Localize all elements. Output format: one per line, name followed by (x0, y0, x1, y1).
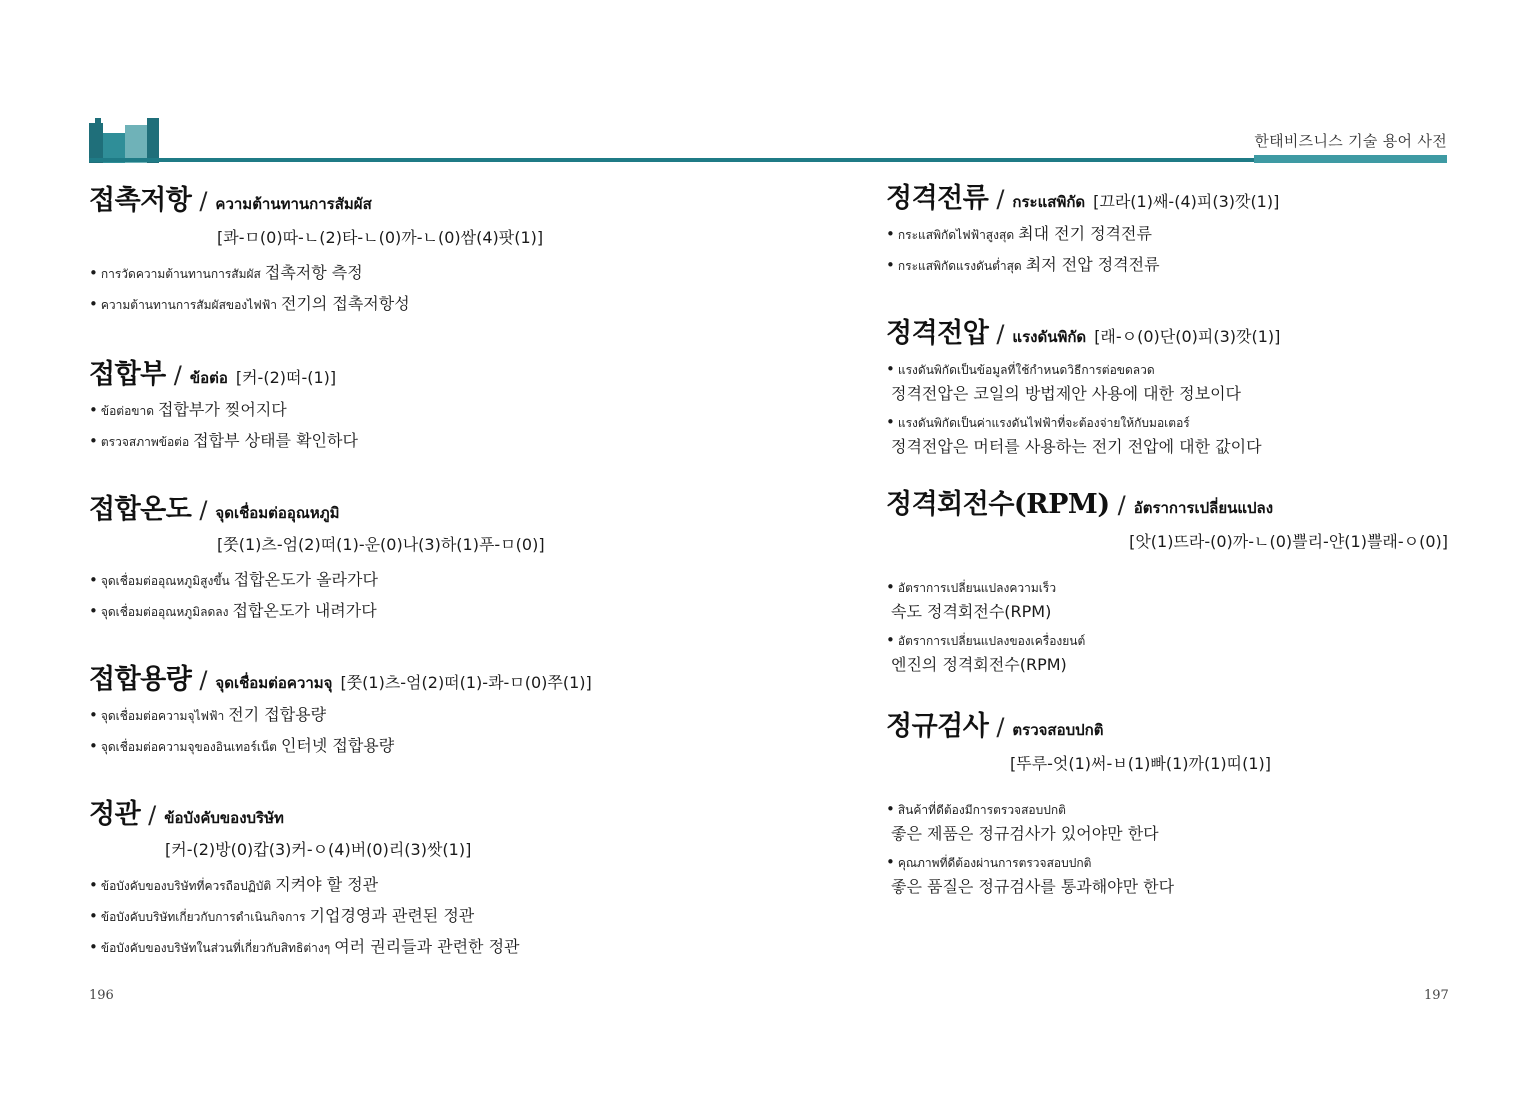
entry (89, 178, 749, 316)
pronunciation: [앗(1)뜨라-(0)까-ㄴ(0)쁠리-얀(1)쁠래-ㅇ(0)] (1129, 532, 1448, 551)
separator: / (199, 187, 208, 215)
pronunciation: [뚜루-엇(1)써-ㅂ(1)빠(1)까(1)띠(1)] (1010, 754, 1271, 773)
thai-translation: จุดเชื่อมต่ออุณหภูมิ (215, 504, 340, 522)
separator: / (996, 713, 1005, 741)
book-title: 한태비즈니스 기술 용어 사전 (1254, 132, 1447, 150)
example-item: • ข้อต่อขาด 접합부가 찢어지다 (89, 400, 287, 419)
term: 정관 (89, 799, 141, 830)
header-rule (89, 158, 1447, 162)
example-item: • กระแสพิกัดแรงดันต่ำสุด 최저 전압 정격전류 (886, 255, 1160, 274)
term: 접합온도 (89, 494, 192, 525)
separator: / (199, 496, 208, 524)
separator: / (148, 801, 157, 829)
entry (886, 482, 1448, 676)
entry (89, 792, 749, 959)
thai-translation: จุดเชื่อมต่อความจุ (215, 674, 333, 692)
thai-translation: ข้อต่อ (189, 369, 228, 387)
header-rule-accent (1254, 155, 1447, 163)
example-item: • ความต้านทานการสัมผัสของไฟฟ้า 전기의 접촉저항성 (89, 294, 410, 313)
entry (89, 487, 749, 623)
thai-translation: ความต้านทานการสัมผัส (215, 195, 372, 213)
term: 접합부 (89, 359, 166, 390)
example-item: • การวัดความต้านทานการสัมผัส 접촉저항 측정 (89, 263, 363, 282)
thai-translation: ข้อบังคับของบริษัท (164, 809, 284, 827)
term: 접합용량 (89, 664, 192, 695)
example-item: • จุดเชื่อมต่อความจุไฟฟ้า 전기 접합용량 (89, 705, 327, 724)
example-item: • อัตราการเปลี่ยนแปลงความเร็ว 속도 정격회전수(RPM) (886, 578, 1057, 621)
example-item: • จุดเชื่อมต่อความจุของอินเทอร์เน็ต 인터넷 접합용량 (89, 736, 395, 755)
separator: / (199, 666, 208, 694)
thai-translation: อัตราการเปลี่ยนแปลง (1133, 499, 1274, 517)
page-number-left: 196 (89, 988, 114, 1003)
separator: / (996, 320, 1005, 348)
term: 정규검사 (886, 711, 989, 742)
example-item: • คุณภาพที่ดีต้องผ่านการตรวจสอบปกติ 좋은 품질은 정규검사를 통과해야만 한다 (886, 853, 1175, 896)
example-item: • กระแสพิกัดไฟฟ้าสูงสุด 최대 전기 정격전류 (886, 224, 1152, 243)
pronunciation: [콰-ㅁ(0)따-ㄴ(2)타-ㄴ(0)까-ㄴ(0)쌈(4)팟(1)] (217, 228, 544, 247)
pronunciation: [래-ㅇ(0)단(0)피(3)깟(1)] (1094, 327, 1281, 346)
separator: / (173, 361, 182, 389)
left-page (89, 172, 749, 956)
thai-translation: กระแสพิกัด (1012, 193, 1086, 211)
entry (89, 352, 749, 453)
term: 정격회전수(RPM) (886, 489, 1110, 520)
term: 정격전압 (886, 318, 989, 349)
pronunciation: [커-(2)방(0)캅(3)커-ㅇ(4)버(0)리(3)쌋(1)] (165, 840, 472, 859)
term: 접촉저항 (89, 185, 192, 216)
entry (89, 657, 749, 758)
separator: / (1117, 491, 1126, 519)
right-page (886, 172, 1448, 896)
example-item: • จุดเชื่อมต่ออุณหภูมิสูงขึ้น 접합온도가 올라가다 (89, 570, 378, 589)
example-item: • อัตราการเปลี่ยนแปลงของเครื่องยนต์ 엔진의 정격회전수(RPM) (886, 631, 1086, 674)
pronunciation: [쭛(1)츠-엄(2)떠(1)-운(0)나(3)하(1)푸-ㅁ(0)] (217, 535, 545, 554)
thai-translation: แรงดันพิกัด (1012, 328, 1087, 346)
example-item: • จุดเชื่อมต่ออุณหภูมิลดลง 접합온도가 내려가다 (89, 601, 377, 620)
page-number-right: 197 (1424, 988, 1449, 1003)
example-item: • แรงดันพิกัดเป็นค่าแรงดันไฟฟ้าที่จะต้องจ่ายให้กับมอเตอร์ 정격전압은 머터를 사용하는 전기 전압에 대한 값이다 (886, 413, 1262, 456)
separator: / (996, 185, 1005, 213)
example-item: • ข้อบังคับของบริษัทที่ควรถือปฏิบัติ 지켜야 할 정관 (89, 875, 379, 894)
example-item: • สินค้าที่ดีต้องมีการตรวจสอบปกติ 좋은 제품은 정규검사가 있어야만 한다 (886, 800, 1159, 843)
entry (886, 176, 1448, 277)
example-item: • ข้อบังคับของบริษัทในส่วนที่เกี่ยวกับสิทธิต่างๆ 여러 권리들과 관련한 정관 (89, 937, 520, 956)
pronunciation: [쭛(1)츠-엄(2)떠(1)-콰-ㅁ(0)쭈(1)] (340, 673, 592, 692)
example-item: • ข้อบังคับบริษัทเกี่ยวกับการดำเนินกิจการ 기업경영과 관련된 정관 (89, 906, 475, 925)
pronunciation: [끄라(1)쌔-(4)피(3)깟(1)] (1093, 192, 1280, 211)
thai-translation: ตรวจสอบปกติ (1012, 721, 1104, 739)
example-item: • ตรวจสภาพข้อต่อ 접합부 상태를 확인하다 (89, 431, 358, 450)
entry (886, 311, 1448, 458)
pronunciation: [커-(2)떠-(1)] (235, 368, 337, 387)
term: 정격전류 (886, 183, 989, 214)
book-logo (89, 118, 159, 163)
example-item: • แรงดันพิกัดเป็นข้อมูลที่ใช้กำหนดวิธีการต่อขดลวด 정격전압은 코일의 방법제안 사용에 대한 정보이다 (886, 360, 1242, 403)
entry (886, 704, 1448, 898)
